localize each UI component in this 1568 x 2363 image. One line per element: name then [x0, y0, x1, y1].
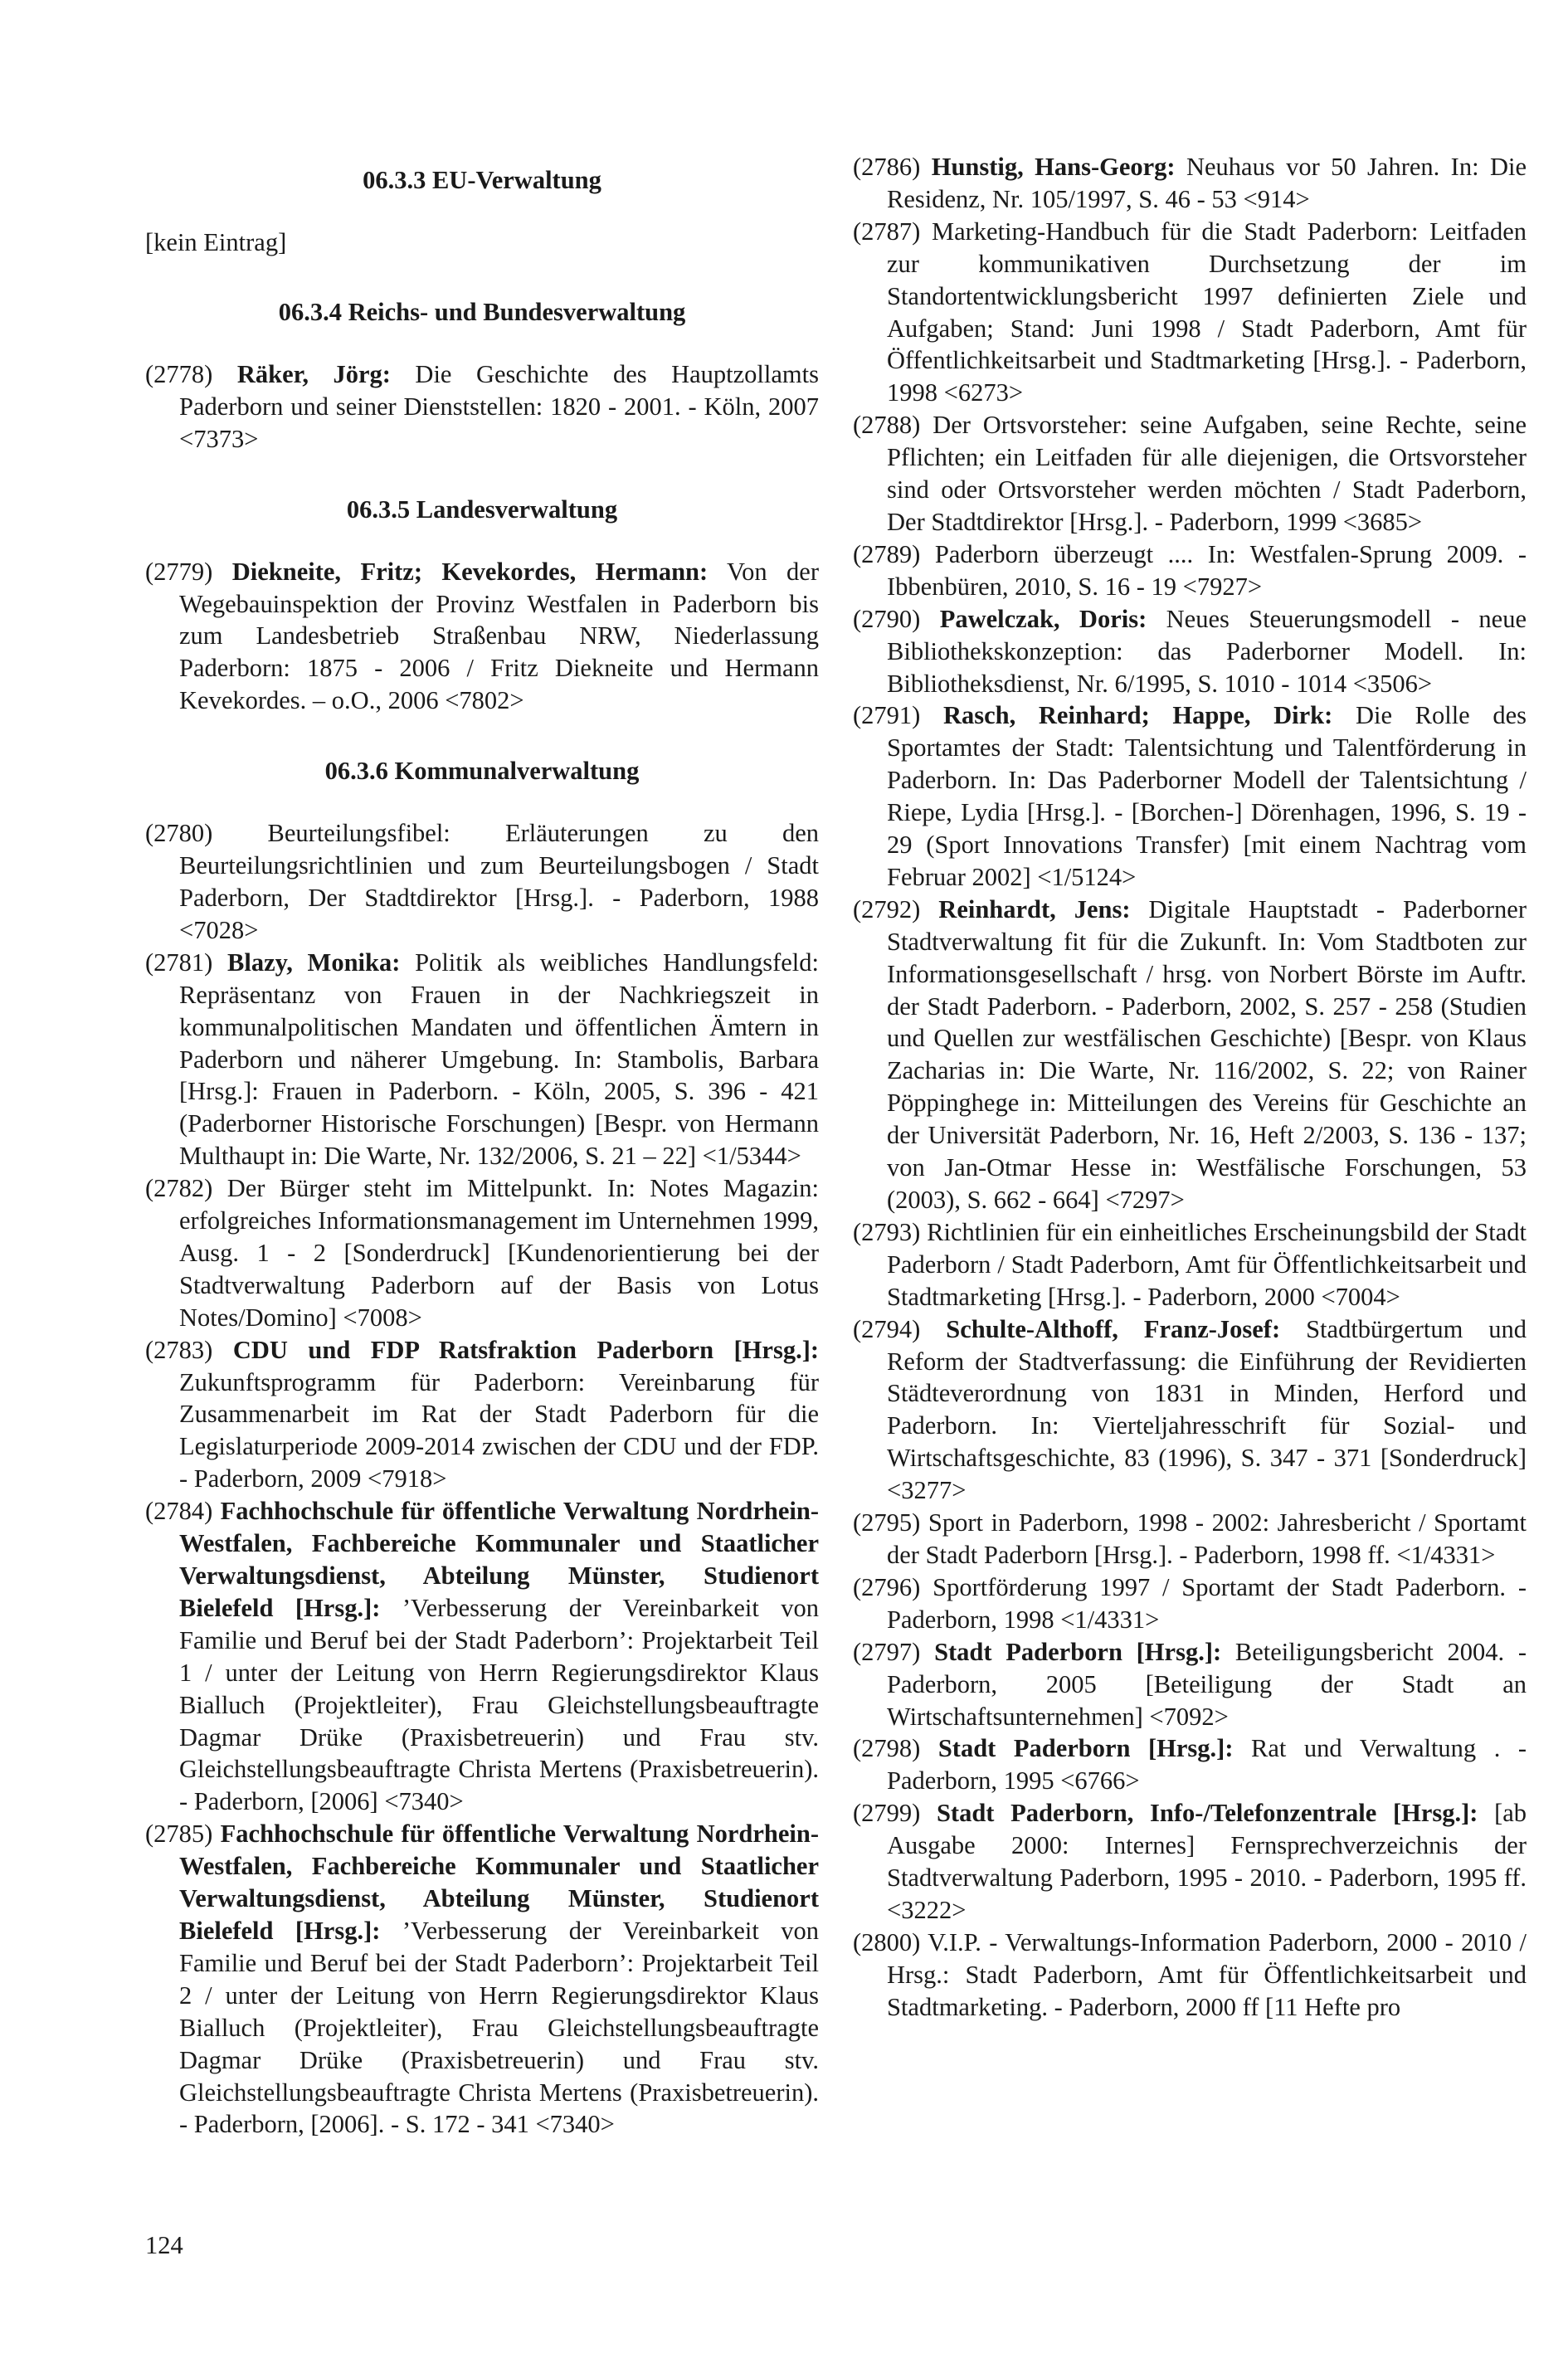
entry-2792 — [853, 894, 1527, 1216]
entry-text: Sport in Paderborn, 1998 - 2002: Jahresbericht / Sportamt der Stadt Paderborn [Hrsg.]. - Paderborn, 1998 ff. <1/4331> — [887, 1508, 1527, 1569]
entry-number: (2779) — [145, 557, 213, 586]
entry-2789 — [853, 538, 1527, 603]
section-heading-komm: 06.3.6 Kommunalverwaltung — [324, 757, 640, 786]
entry-text: Digitale Hauptstadt - Paderborner Stadtverwaltung fit für die Zukunft. In: Vom Stadtboten zur Informationsgesellschaft / hrsg. von Norbert Börste im Auftr. der Stadt Paderborn. - Paderborn, 2002, S. 257 - 258 (Studien und Quellen zur westfälischen Geschichte) [Bespr. von Klaus Zacharias in: Die Warte, Nr. 116/2002, S. 22; von Rainer Pöppinghege in: Mitteilungen des Vereins für Geschichte an der Universität Paderborn, Nr. 16, Heft 2/2003, S. 136 - 137; von Jan-Otmar Hesse in: Westfälische Forschungen, 53 (2003), S. 662 - 664] <7297> — [887, 894, 1527, 1214]
entry-author: Reinhardt, Jens: — [938, 894, 1131, 923]
entry-number: (2795) — [853, 1508, 921, 1537]
entry-text: ’Verbesserung der Vereinbarkeit von Familie und Beruf bei der Stadt Paderborn’: Projektarbeit Teil 1 / unter der Leitung von Herrn Regierungsdirektor Klaus Bialluch (Projektleiter), Frau Gleichstellungsbeauftragte Dagmar Drüke (Praxisbetreuerin) und Frau stv. Gleichstellungsbeauftragte Christa Mertens (Praxisbetreuerin). - Paderborn, [2006] <7340> — [179, 1593, 820, 1816]
entry-2788 — [853, 409, 1527, 538]
page-number: 124 — [145, 2231, 183, 2259]
entry-number: (2797) — [853, 1637, 921, 1666]
entry-text: Der Ortsvorsteher: seine Aufgaben, seine Rechte, seine Pflichten; ein Leitfaden für alle diejenigen, die Ortsvorsteher sind oder Ortsvorsteher werden möchten / Stadt Paderborn, Der Stadtdirektor [Hrsg.]. - Paderborn, 1999 <3685> — [887, 411, 1527, 536]
section-heading-eu: 06.3.3 EU-Verwaltung — [363, 166, 601, 194]
entry-text: Die Rolle des Sportamtes der Stadt: Talentsichtung und Talentförderung in Paderborn. In: Das Paderborner Modell der Talentsichtung / Riepe, Lydia [Hrsg.]. - [Borchen-] Dörenhagen, 1996, S. 19 - 29 (Sport Innovations Transfer) [mit einem Nachtrag vom Februar 2002] <1/5124> — [887, 701, 1527, 891]
entry-2800 — [853, 1927, 1527, 2024]
entry-text: Beteiligungsbericht 2004. - Paderborn, 2005 [Beteiligung der Stadt an Wirtschaftsunternehmen] <7092> — [887, 1637, 1527, 1731]
entry-author: CDU und FDP Ratsfraktion Paderborn [Hrsg.]: — [232, 1335, 820, 1364]
entry-author: Stadt Paderborn, Info-/Telefonzentrale [Hrsg.]: — [936, 1799, 1478, 1828]
section-heading-bund: 06.3.4 Reichs- und Bundesverwaltung — [278, 297, 686, 326]
entry-author: Räker, Jörg: — [236, 359, 391, 388]
entry-text: Von der Wegebauinspektion der Provinz Westfalen in Paderborn bis zum Landesbetrieb Straßenbau NRW, Niederlassung Paderborn: 1875 - 2006 / Fritz Diekneite und Hermann Kevekordes. – o.O., 2006 <7802> — [179, 557, 819, 715]
entry-author: Hunstig, Hans-Georg: — [931, 153, 1176, 181]
entry-2780 — [145, 817, 819, 947]
entry-text: V.I.P. - Verwaltungs-Information Paderborn, 2000 - 2010 / Hrsg.: Stadt Paderborn, Amt für Öffentlichkeitsarbeit und Stadtmarketing. - Paderborn, 2000 ff [11 Hefte pro — [887, 1927, 1527, 2021]
entry-text: Beurteilungsfibel: Erläuterungen zu den Beurteilungsrichtlinien und zum Beurteilungsbogen / Stadt Paderborn, Der Stadtdirektor [Hrsg.]. - Paderborn, 1988 <7028> — [179, 819, 820, 944]
entry-2795 — [853, 1507, 1527, 1571]
entry-2785 — [145, 1818, 819, 2141]
entry-text: Paderborn überzeugt .... In: Westfalen-Sprung 2009. - Ibbenbüren, 2010, S. 16 - 19 <7927> — [887, 539, 1527, 601]
entry-text: Neues Steuerungsmodell - neue Bibliothekskonzeption: das Paderborner Modell. In: Bibliotheksdienst, Nr. 6/1995, S. 1010 - 1014 <3506> — [887, 604, 1527, 698]
entry-2790 — [853, 603, 1527, 700]
entry-number: (2786) — [853, 153, 921, 181]
entry-text: Sportförderung 1997 / Sportamt der Stadt Paderborn. - Paderborn, 1998 <1/4331> — [887, 1572, 1527, 1634]
entry-author: Stadt Paderborn [Hrsg.]: — [937, 1734, 1234, 1763]
entry-number: (2793) — [853, 1217, 921, 1246]
entry-number: (2792) — [853, 894, 921, 923]
section-heading-land: 06.3.5 Landesverwaltung — [346, 495, 618, 524]
entry-author: Rasch, Reinhard; Happe, Dirk: — [942, 701, 1333, 730]
entry-2796 — [853, 1571, 1527, 1636]
entry-text: Richtlinien für ein einheitliches Erscheinungsbild der Stadt Paderborn / Stadt Paderborn, Amt für Öffentlichkeitsarbeit und Stadtmarketing [Hrsg.]. - Paderborn, 2000 <7004> — [887, 1217, 1527, 1311]
entry-number: (2785) — [145, 1820, 213, 1849]
entry-number: (2780) — [145, 819, 213, 848]
entry-2791 — [853, 699, 1527, 893]
right-column — [853, 151, 1527, 2024]
entry-number: (2799) — [853, 1799, 921, 1828]
entry-text: Der Bürger steht im Mittelpunkt. In: Notes Magazin: erfolgreiches Informationsmanagement im Unternehmen 1999, Ausg. 1 - 2 [Sonderdruck] [Kundenorientierung bei der Stadtverwaltung Paderborn auf der Basis von Lotus Notes/Domino] <7008> — [179, 1174, 819, 1332]
entry-2781 — [145, 947, 819, 1172]
entry-number: (2794) — [853, 1314, 921, 1343]
entry-text: Stadtbürgertum und Reform der Stadtverfassung: die Einführung der Revidierten Städteverordnung von 1831 in Minden, Herford und Paderborn. In: Vierteljahresschrift für Sozial- und Wirtschaftsgeschichte, 83 (1996), S. 347 - 371 [Sonderdruck] <3277> — [887, 1314, 1527, 1505]
entry-author: Blazy, Monika: — [227, 948, 401, 977]
entry-author: Fachhochschule für öffentliche Verwaltung Nordrhein-Westfalen, Fachbereiche Kommunaler und Staatlicher Verwaltungsdienst, Abteilung Münster, Studienort Bielefeld [Hrsg.]: — [179, 1820, 819, 1945]
entry-number: (2788) — [853, 411, 921, 440]
entry-number: (2781) — [145, 948, 213, 977]
entry-number: (2800) — [853, 1927, 921, 1956]
entry-2799 — [853, 1797, 1527, 1927]
entry-text: Politik als weibliches Handlungsfeld: Repräsentanz von Frauen in der Nachkriegszeit in kommunalpolitischen Mandaten und öffentlichen Ämtern in Paderborn und näherer Umgebung. In: Stambolis, Barbara [Hrsg.]: Frauen in Paderborn. - Köln, 2005, S. 396 - 421 (Paderborner Historische Forschungen) [Bespr. von Hermann Multhaupt in: Die Warte, Nr. 132/2006, S. 21 – 22] <1/5344> — [179, 948, 819, 1171]
entry-number: (2789) — [853, 539, 921, 568]
entry-text: Rat und Verwaltung . - Paderborn, 1995 <6766> — [887, 1734, 1527, 1795]
entry-number: (2798) — [853, 1734, 921, 1763]
entry-number: (2783) — [145, 1335, 213, 1364]
entry-text: [ab Ausgabe 2000: Internes] Fernsprechverzeichnis der Stadtverwaltung Paderborn, 1995 - 2010. - Paderborn, 1995 ff. <3222> — [887, 1799, 1527, 1924]
entry-number: (2784) — [145, 1497, 213, 1526]
entry-text: Zukunftsprogramm für Paderborn: Vereinbarung für Zusammenarbeit im Rat der Stadt Paderborn für die Legislaturperiode 2009-2014 zwischen der CDU und der FDP. - Paderborn, 2009 <7918> — [179, 1367, 819, 1493]
entry-number: (2796) — [853, 1572, 921, 1601]
entry-author: Stadt Paderborn [Hrsg.]: — [934, 1637, 1222, 1666]
entry-text: Neuhaus vor 50 Jahren. In: Die Residenz, Nr. 105/1997, S. 46 - 53 <914> — [887, 153, 1527, 213]
entry-number: (2790) — [853, 604, 921, 633]
entry-author: Schulte-Althoff, Franz-Josef: — [946, 1314, 1281, 1343]
entry-text: ’Verbesserung der Vereinbarkeit von Familie und Beruf bei der Stadt Paderborn’: Projektarbeit Teil 2 / unter der Leitung von Herrn Regierungsdirektor Klaus Bialluch (Projektleiter), Frau Gleichstellungsbeauftragte Dagmar Drüke (Praxisbetreuerin) und Frau stv. Gleichstellungsbeauftragte Christa Mertens (Praxisbetreuerin). - Paderborn, [2006]. - S. 172 - 341 <7340> — [179, 1916, 820, 2139]
entry-2778 — [145, 358, 819, 456]
entry-2797 — [853, 1636, 1527, 1733]
entry-author: Fachhochschule für öffentliche Verwaltung Nordrhein-Westfalen, Fachbereiche Kommunaler und Staatlicher Verwaltungsdienst, Abteilung Münster, Studienort Bielefeld [Hrsg.]: — [179, 1497, 819, 1622]
entry-2786 — [853, 151, 1527, 216]
entry-2793 — [853, 1216, 1527, 1313]
entry-number: (2778) — [145, 359, 213, 388]
entry-2779 — [145, 556, 819, 718]
entry-author: Diekneite, Fritz; Kevekordes, Hermann: — [231, 557, 709, 586]
entry-2783 — [145, 1334, 819, 1496]
entry-2782 — [145, 1172, 819, 1334]
entry-2787 — [853, 216, 1527, 409]
left-column — [145, 151, 819, 2141]
entry-number: (2787) — [853, 217, 921, 246]
entry-text: Marketing-Handbuch für die Stadt Paderborn: Leitfaden zur kommunikativen Durchsetzung der im Standortentwicklungsbericht 1997 definierten Ziele und Aufgaben; Stand: Juni 1998 / Stadt Paderborn, Amt für Öffentlichkeitsarbeit und Stadtmarketing [Hrsg.]. - Paderborn, 1998 <6273> — [887, 217, 1527, 407]
entry-2784 — [145, 1495, 819, 1818]
entry-2794 — [853, 1313, 1527, 1507]
no-entry-note: [kein Eintrag] — [145, 228, 287, 256]
entry-2798 — [853, 1732, 1527, 1797]
entry-text: Die Geschichte des Hauptzollamts Paderborn und seiner Dienststellen: 1820 - 2001. - Köln, 2007 <7373> — [179, 359, 819, 453]
entry-author: Pawelczak, Doris: — [939, 604, 1147, 633]
entry-number: (2782) — [145, 1174, 213, 1203]
entry-number: (2791) — [853, 701, 921, 730]
